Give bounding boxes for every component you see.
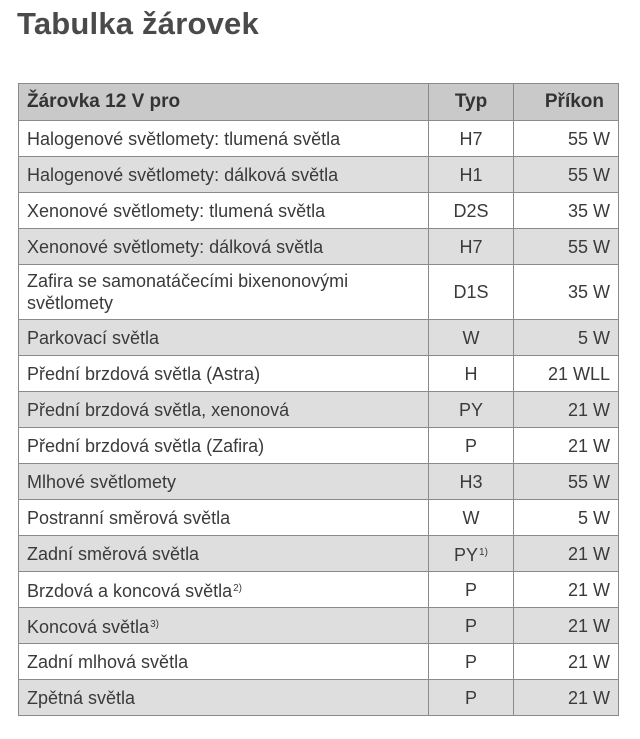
- bulb-type-cell: [429, 157, 514, 193]
- bulb-type-cell: [429, 121, 514, 157]
- table-row: [19, 320, 619, 356]
- bulb-type-cell: [429, 608, 514, 644]
- bulb-power: 5 W: [514, 500, 619, 536]
- bulb-type: W: [462, 327, 480, 348]
- bulb-type: W: [462, 507, 480, 528]
- bulb-name-cell: [19, 356, 429, 392]
- table-row: [19, 193, 619, 229]
- bulb-power: 21 W: [514, 392, 619, 428]
- bulb-name: Mlhové světlomety: [27, 471, 177, 492]
- bulb-type: H: [464, 363, 478, 384]
- bulb-name: Parkovací světla: [27, 327, 160, 348]
- bulb-type: P: [464, 435, 477, 456]
- bulb-name-cell: [19, 392, 429, 428]
- bulb-type-cell: [429, 464, 514, 500]
- bulb-type: H1: [459, 164, 483, 185]
- bulb-name-cell: [19, 608, 429, 644]
- bulb-name: Halogenové světlomety: dálková světla: [27, 164, 339, 185]
- table-row: [19, 644, 619, 680]
- bulb-power: 55 W: [514, 464, 619, 500]
- table-body: [19, 121, 619, 716]
- bulb-name-cell: [19, 193, 429, 229]
- bulb-name: Postranní směrová světla: [27, 507, 231, 528]
- bulb-name-cell: [19, 536, 429, 572]
- footnote-marker: 1): [479, 546, 488, 558]
- bulb-type-cell: [429, 356, 514, 392]
- bulb-name-cell: [19, 680, 429, 716]
- footnote-marker: 3): [150, 618, 159, 630]
- bulb-name: Brzdová a koncová světla: [27, 580, 233, 601]
- bulb-name-cell: [19, 265, 429, 320]
- table-row: [19, 572, 619, 608]
- table-row: [19, 229, 619, 265]
- bulb-name: Zadní mlhová světla: [27, 651, 189, 672]
- bulb-type: PY: [454, 544, 479, 565]
- bulb-power: 21 W: [514, 572, 619, 608]
- bulb-type: H7: [459, 128, 483, 149]
- bulb-power: 55 W: [514, 121, 619, 157]
- footnote-marker: 2): [233, 582, 243, 594]
- bulb-name-cell: [19, 572, 429, 608]
- bulb-type-cell: [429, 644, 514, 680]
- bulb-power: 35 W: [514, 265, 619, 320]
- bulb-name: Koncová světla: [27, 616, 150, 637]
- bulb-type-cell: [429, 500, 514, 536]
- bulb-power: 5 W: [514, 320, 619, 356]
- bulb-type: D2S: [453, 200, 489, 221]
- bulb-name: Zafira se samonatáčecími bixenonovými světlomety: [27, 271, 349, 313]
- table-row: [19, 356, 619, 392]
- bulb-name: Zadní směrová světla: [27, 543, 200, 564]
- bulb-name: Xenonové světlomety: tlumená světla: [27, 200, 326, 221]
- bulb-power: 21 W: [514, 608, 619, 644]
- bulb-type: P: [464, 579, 477, 600]
- table-row: [19, 500, 619, 536]
- bulb-name: Přední brzdová světla, xenonová: [27, 399, 290, 420]
- bulb-type-cell: [429, 680, 514, 716]
- bulb-type-cell: [429, 536, 514, 572]
- bulb-name: Halogenové světlomety: tlumená světla: [27, 128, 341, 149]
- bulb-table: [18, 83, 619, 716]
- bulb-type-cell: [429, 229, 514, 265]
- table-row: [19, 680, 619, 716]
- bulb-type-cell: [429, 193, 514, 229]
- page-title: Tabulka žárovek: [17, 6, 259, 41]
- bulb-name: Xenonové světlomety: dálková světla: [27, 236, 324, 257]
- table-row: [19, 608, 619, 644]
- bulb-power: 21 WLL: [514, 356, 619, 392]
- bulb-name-cell: [19, 644, 429, 680]
- bulb-power: 35 W: [514, 193, 619, 229]
- bulb-name-cell: [19, 500, 429, 536]
- bulb-type-cell: [429, 392, 514, 428]
- bulb-power: 21 W: [514, 536, 619, 572]
- bulb-name: Přední brzdová světla (Astra): [27, 363, 261, 384]
- table-header-row: [19, 84, 619, 121]
- bulb-type: PY: [458, 399, 483, 420]
- bulb-name: Zpětná světla: [27, 687, 136, 708]
- table-row: [19, 157, 619, 193]
- bulb-name-cell: [19, 229, 429, 265]
- bulb-power: 55 W: [514, 157, 619, 193]
- bulb-type: P: [464, 651, 477, 672]
- table-row: [19, 464, 619, 500]
- bulb-name-cell: [19, 320, 429, 356]
- bulb-type: H7: [459, 236, 483, 257]
- bulb-power: 21 W: [514, 644, 619, 680]
- bulb-type: P: [464, 687, 477, 708]
- bulb-power: 21 W: [514, 428, 619, 464]
- bulb-type: D1S: [453, 282, 489, 302]
- bulb-name-cell: [19, 464, 429, 500]
- bulb-type-cell: [429, 428, 514, 464]
- bulb-type: P: [464, 615, 477, 636]
- table-row: [19, 392, 619, 428]
- bulb-type-cell: [429, 265, 514, 320]
- header-bulb: Žárovka 12 V pro: [19, 84, 429, 121]
- bulb-power: 21 W: [514, 680, 619, 716]
- bulb-power: 55 W: [514, 229, 619, 265]
- bulb-name-cell: [19, 121, 429, 157]
- bulb-type: H3: [459, 471, 483, 492]
- table-row: [19, 428, 619, 464]
- bulb-type-cell: [429, 320, 514, 356]
- bulb-name-cell: [19, 157, 429, 193]
- bulb-name: Přední brzdová světla (Zafira): [27, 435, 265, 456]
- header-type: Typ: [429, 84, 514, 121]
- table-row: [19, 121, 619, 157]
- header-power: Příkon: [514, 84, 619, 121]
- table-row: [19, 536, 619, 572]
- table-row: [19, 265, 619, 320]
- bulb-type-cell: [429, 572, 514, 608]
- bulb-name-cell: [19, 428, 429, 464]
